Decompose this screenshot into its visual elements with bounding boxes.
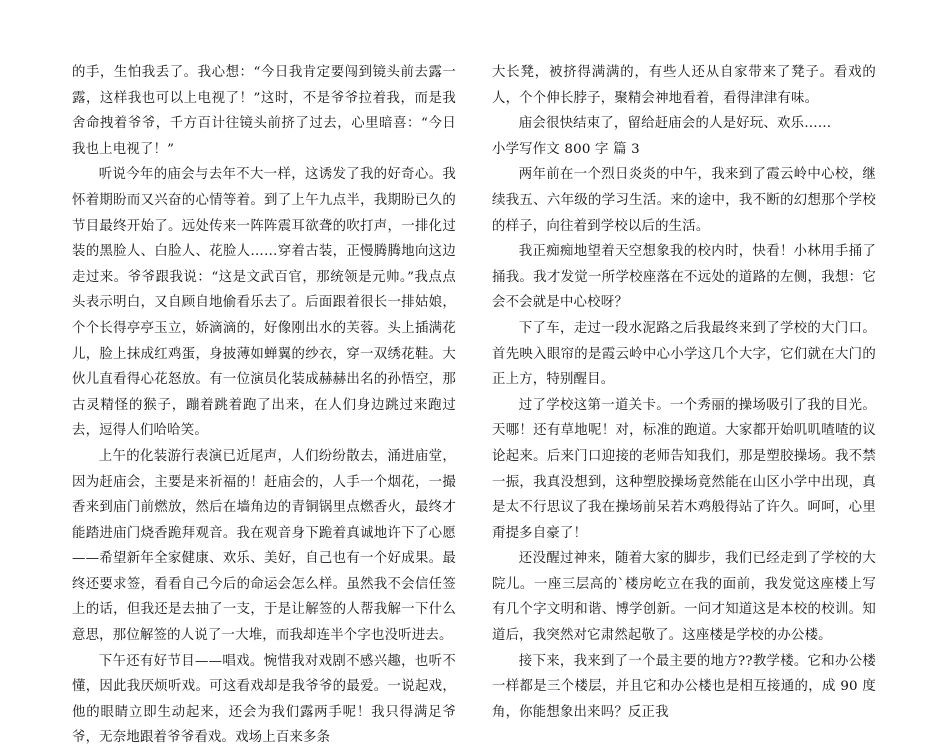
section-heading: 小学写作文 800 字 篇 3: [492, 141, 640, 157]
left-column: [72, 60, 456, 751]
paragraph: 还没醒过神来，随着大家的脚步，我们已经走到了学校的大院儿。一座三层高的`楼房屹立在我的面前，我发觉这座楼上写有几个字文明和谐、博学创新。一问才知道这是本校的校训。知道后，我突然对它肃然起敬了。这座楼是学校的办公楼。: [492, 551, 876, 644]
right-column: [492, 60, 876, 725]
paragraph-continuation: 的手，生怕我丢了。我心想：“今日我肯定要闯到镜头前去露一露，这样我也可以上电视了！”这时，不是爷爷拉着我，而是我舍命拽着爷爷，千方百计往镜头前挤了过去，心里暗喜：“今日我也上电视了！”: [72, 65, 456, 157]
paragraph: 上午的化装游行表演已近尾声，人们纷纷散去，涌进庙堂，因为赶庙会，主要是来祈福的！赶庙会的，人手一个烟花，一撮香来到庙门前燃放，然后在墙角边的青铜锅里点燃香火，最终才能踏进庙门烧香跪拜观音。我在观音身下跪着真诚地许下了心愿——希望新年全家健康、欢乐、美好，自己也有一个好成果。最终还要求签，看看自己今后的命运会怎么样。虽然我不会信任签上的话，但我还是去抽了一支，于是让解签的人帮我解一下什么意思，那位解签的人说了一大堆，而我却连半个字也没听进去。: [72, 448, 456, 644]
paragraph: 两年前在一个烈日炎炎的中午，我来到了霞云岭中心校，继续我五、六年级的学习生活。来的途中，我不断的幻想那个学校的样子，向往着到学校以后的生活。: [492, 167, 876, 234]
paragraph: 我正痴痴地望着天空想象我的校内时，快看！小林用手捅了捅我。我才发觉一所学校座落在不远处的道路的左侧，我想：它会不会就是中心校呀？: [492, 244, 876, 311]
paragraph: 过了学校这第一道关卡。一个秀丽的操场吸引了我的目光。天哪！还有草地呢！对，标准的跑道。大家都开始叽叽喳喳的议论起来。后来门口迎接的老师告知我们，那是塑胶操场。我不禁一振，我真没想到，这种塑胶操场竟然能在山区小学中出现，真是太不行思议了我在操场前呆若木鸡般得站了许久。呵呵，心里甭提多自豪了！: [492, 397, 876, 541]
paragraph-continuation: 大长凳，被挤得满满的，有些人还从自家带来了凳子。看戏的人，个个伸长脖子，聚精会神地看着，看得津津有味。: [492, 65, 876, 106]
paragraph: 下了车，走过一段水泥路之后我最终来到了学校的大门口。首先映入眼帘的是霞云岭中心小学这几个大字，它们就在大门的正上方，特别醒目。: [492, 320, 876, 388]
paragraph: 下午还有好节目——唱戏。惋惜我对戏剧不感兴趣，也听不懂，因此我厌烦听戏。可这看戏却是我爷爷的最爱。一说起戏，他的眼睛立即生动起来，还会为我们露两手呢！我只得满足爷爷，无奈地跟着爷爷看戏。戏场上百来多条: [72, 653, 456, 746]
paragraph: 听说今年的庙会与去年不大一样，这诱发了我的好奇心。我怀着期盼而又兴奋的心情等着。到了上午九点半，我期盼已久的节目最终开始了。远处传来一阵阵震耳欲聋的吹打声，一排化过装的黑脸人、白脸人、花脸人……穿着古装，正慢腾腾地向这边走过来。爷爷跟我说：“这是文武百官，那统领是元帅。”我点点头表示明白，又自顾自地偷看乐去了。后面跟着很长一排姑娘，个个长得亭亭玉立，娇滴滴的，好像刚出水的芙蓉。头上插满花儿，脸上抹成红鸡蛋，身披薄如蝉翼的纱衣，穿一双绣花鞋。大伙儿直看得心花怒放。有一位演员化装成赫赫出名的孙悟空，那古灵精怪的猴子，蹦着跳着跑了出来，在人们身边跳过来跑过去，逗得人们哈哈笑。: [72, 167, 456, 439]
paragraph: 庙会很快结束了，留给赶庙会的人是好玩、欢乐……: [518, 116, 832, 132]
paragraph: 接下来，我来到了一个最主要的地方??教学楼。它和办公楼一样都是三个楼层，并且它和办公楼也是相互接通的，成 90 度角，你能想象出来吗？反正我: [492, 653, 876, 720]
